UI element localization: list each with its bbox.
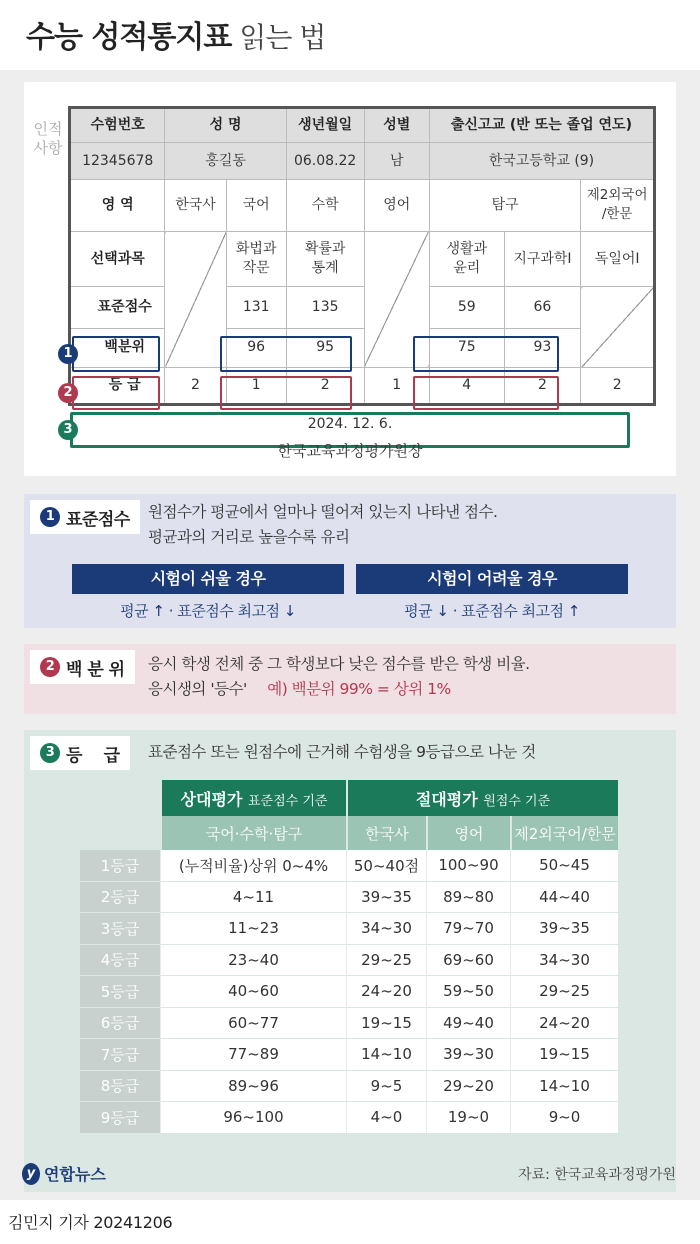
std-korean: 131 (226, 287, 286, 328)
col-relative-subjects: 국어·수학·탐구 (160, 816, 346, 850)
pct-inquiry2: 93 (504, 328, 581, 367)
sample-report-card (24, 82, 676, 476)
korean-history-range: 50~40점 (346, 850, 426, 882)
easy-case-title: 시험이 쉬울 경우 (72, 564, 344, 594)
yonhap-logo-icon: y (22, 1163, 40, 1185)
second-language-range: 44~40 (510, 882, 618, 914)
second-language-range: 39~35 (510, 913, 618, 945)
col-english: 영어 (426, 816, 510, 850)
section-grade (24, 730, 676, 1192)
std-inquiry1: 59 (429, 287, 504, 328)
side-label-line2: 사항 (33, 139, 63, 157)
table-row (80, 945, 618, 977)
area-korean-history: 한국사 (165, 180, 226, 232)
absolute-title: 절대평가 (415, 789, 478, 809)
english-range: 29~20 (426, 1071, 510, 1103)
grade-level: 2등급 (80, 882, 160, 914)
area-korean: 국어 (226, 180, 286, 232)
info-name: 홍길동 (165, 143, 286, 180)
relative-range: 4~11 (160, 882, 346, 914)
section-percentile (24, 644, 676, 714)
grade-label: 등 급 (70, 367, 165, 404)
subject-korean: 화법과 작문 (226, 231, 286, 287)
area-label: 영 역 (70, 180, 165, 232)
sec1-text (148, 500, 497, 550)
sec3-text: 표준점수 또는 원점수에 근거해 수험생을 9등급으로 나눈 것 (148, 743, 536, 761)
korean-history-range: 9~5 (346, 1071, 426, 1103)
sec2-title: 백 분 위 (66, 659, 125, 680)
korean-history-range: 24~20 (346, 976, 426, 1008)
logo-text: 연합뉴스 (44, 1165, 106, 1184)
report-table (68, 106, 656, 406)
korean-history-range: 34~30 (346, 913, 426, 945)
sec1-label (30, 500, 140, 534)
second-language-range: 24~20 (510, 1008, 618, 1040)
pct-label: 백분위 (70, 328, 165, 367)
credit-line: 김민지 기자 20241206 (8, 1213, 173, 1232)
grade-second-language: 2 (581, 367, 655, 404)
col-korean-history: 한국사 (346, 816, 426, 850)
pct-math: 95 (286, 328, 364, 367)
english-range: 69~60 (426, 945, 510, 977)
header-name: 성 명 (165, 108, 286, 143)
sec2-example: 예) 백분위 99% = 상위 1% (267, 680, 451, 698)
second-language-range: 14~10 (510, 1071, 618, 1103)
english-range: 19~0 (426, 1102, 510, 1134)
grade-inquiry2: 2 (504, 367, 581, 404)
relative-range: (누적비율)상위 0~4% (160, 850, 346, 882)
section-standard-score (24, 494, 676, 628)
relative-range: 89~96 (160, 1071, 346, 1103)
std-label: 표준점수 (70, 287, 165, 328)
sec1-text-line2: 평균과의 거리로 높을수록 유리 (148, 528, 350, 546)
grade-korean-history: 2 (165, 367, 226, 404)
personal-info-label (30, 120, 66, 158)
table-row (80, 1008, 618, 1040)
english-range: 79~70 (426, 913, 510, 945)
side-label-line1: 인적 (33, 120, 63, 138)
table-row (80, 850, 618, 882)
badge-1: 1 (58, 344, 78, 364)
relative-title: 상대평가 (180, 789, 243, 809)
subject-inquiry2: 지구과학Ⅰ (504, 231, 581, 287)
title-sub: 읽는 법 (239, 21, 326, 54)
badge-2: 2 (58, 383, 78, 403)
sec3-title: 등 급 (66, 745, 120, 766)
korean-history-range: 19~15 (346, 1008, 426, 1040)
sec2-text-line1: 응시 학생 전체 중 그 학생보다 낮은 점수를 받은 학생 비율. (148, 655, 530, 673)
grade-table-body (80, 850, 618, 1134)
grade-table-subheader (80, 816, 618, 850)
report-std-row (70, 287, 655, 328)
relative-range: 23~40 (160, 945, 346, 977)
grade-level: 7등급 (80, 1039, 160, 1071)
second-language-range: 19~15 (510, 1039, 618, 1071)
header-gender: 성별 (364, 108, 429, 143)
sec1-text-line1: 원점수가 평균에서 얼마나 떨어져 있는지 나타낸 점수. (148, 503, 498, 521)
report-date: 2024. 12. 6. (307, 416, 393, 432)
korean-history-range: 39~35 (346, 882, 426, 914)
area-inquiry: 탐구 (429, 180, 580, 232)
subject-second-language: 독일어Ⅰ (581, 231, 655, 287)
info-birth: 06.08.22 (286, 143, 364, 180)
subject-math: 확률과 통계 (286, 231, 364, 287)
info-exam-no: 12345678 (70, 143, 165, 180)
info-gender: 남 (364, 143, 429, 180)
grade-korean: 1 (226, 367, 286, 404)
pct-inquiry1: 75 (429, 328, 504, 367)
grade-table-header (80, 780, 618, 816)
relative-range: 60~77 (160, 1008, 346, 1040)
report-header-row (70, 108, 655, 143)
relative-range: 40~60 (160, 976, 346, 1008)
content-panel (0, 70, 700, 1200)
table-row (80, 1039, 618, 1071)
sec3-badge: 3 (40, 743, 60, 763)
grade-level: 6등급 (80, 1008, 160, 1040)
table-row (80, 1071, 618, 1103)
sec2-badge: 2 (40, 657, 60, 677)
second-language-range: 29~25 (510, 976, 618, 1008)
grade-english: 1 (364, 367, 429, 404)
report-subject-row (70, 231, 655, 287)
grade-table (80, 780, 618, 1134)
info-school: 한국고등학교 (9) (429, 143, 654, 180)
korean-history-range: 14~10 (346, 1039, 426, 1071)
relative-range: 11~23 (160, 913, 346, 945)
grade-level: 3등급 (80, 913, 160, 945)
report-area-row (70, 180, 655, 232)
header-birth: 생년월일 (286, 108, 364, 143)
sec1-title: 표준점수 (66, 509, 130, 530)
second-language-range: 34~30 (510, 945, 618, 977)
subject-inquiry1: 생활과 윤리 (429, 231, 504, 287)
report-info-row (70, 143, 655, 180)
relative-note: 표준점수 기준 (247, 793, 328, 809)
slash-cell-second-language (581, 287, 655, 367)
sec2-text (148, 652, 530, 702)
grade-level: 8등급 (80, 1071, 160, 1103)
sec3-label (30, 736, 130, 770)
korean-history-range: 4~0 (346, 1102, 426, 1134)
absolute-note: 원점수 기준 (483, 793, 551, 809)
std-math: 135 (286, 287, 364, 328)
report-org: 한국교육과정평가원장 (277, 442, 423, 460)
english-range: 49~40 (426, 1008, 510, 1040)
grade-level: 4등급 (80, 945, 160, 977)
sec1-badge: 1 (40, 507, 60, 527)
grade-level: 9등급 (80, 1102, 160, 1134)
relative-header (160, 780, 346, 816)
english-range: 100~90 (426, 850, 510, 882)
relative-range: 96~100 (160, 1102, 346, 1134)
report-grade-row (70, 367, 655, 404)
easy-case-desc: 평균 ↑ · 표준점수 최고점 ↓ (120, 602, 296, 620)
grade-level: 1등급 (80, 850, 160, 882)
area-english: 영어 (364, 180, 429, 232)
english-range: 39~30 (426, 1039, 510, 1071)
english-range: 59~50 (426, 976, 510, 1008)
grade-subheader-blank (80, 816, 160, 850)
sec2-text-line2 (148, 677, 530, 702)
area-second-language: 제2외국어 /한문 (581, 180, 655, 232)
sec2-label (30, 650, 135, 684)
pct-korean: 96 (226, 328, 286, 367)
korean-history-range: 29~25 (346, 945, 426, 977)
grade-header-blank (80, 780, 160, 816)
second-language-range: 50~45 (510, 850, 618, 882)
table-row (80, 976, 618, 1008)
page-title (26, 12, 325, 62)
source-note: 자료: 한국교육과정평가원 (518, 1167, 676, 1183)
std-inquiry2: 66 (504, 287, 581, 328)
hard-case-desc: 평균 ↓ · 표준점수 최고점 ↑ (404, 602, 580, 620)
yonhap-logo (22, 1162, 106, 1185)
report-pct-row (70, 328, 655, 367)
absolute-header (346, 780, 618, 816)
col-second-language: 제2외국어/한문 (510, 816, 618, 850)
grade-math: 2 (286, 367, 364, 404)
slash-cell-english (364, 231, 429, 367)
english-range: 89~80 (426, 882, 510, 914)
header-school: 출신고교 (반 또는 졸업 연도) (429, 108, 654, 143)
second-language-range: 9~0 (510, 1102, 618, 1134)
table-row (80, 882, 618, 914)
slash-cell-history (165, 231, 226, 367)
table-row (80, 1102, 618, 1134)
header-exam-no: 수험번호 (70, 108, 165, 143)
grade-level: 5등급 (80, 976, 160, 1008)
hard-case-title: 시험이 어려울 경우 (356, 564, 628, 594)
area-math: 수학 (286, 180, 364, 232)
sec2-rank-text: 응시생의 '등수' (148, 680, 247, 698)
subject-label: 선택과목 (70, 231, 165, 287)
title-main: 수능 성적통지표 (26, 20, 232, 55)
grade-inquiry1: 4 (429, 367, 504, 404)
badge-3: 3 (58, 420, 78, 440)
relative-range: 77~89 (160, 1039, 346, 1071)
table-row (80, 913, 618, 945)
